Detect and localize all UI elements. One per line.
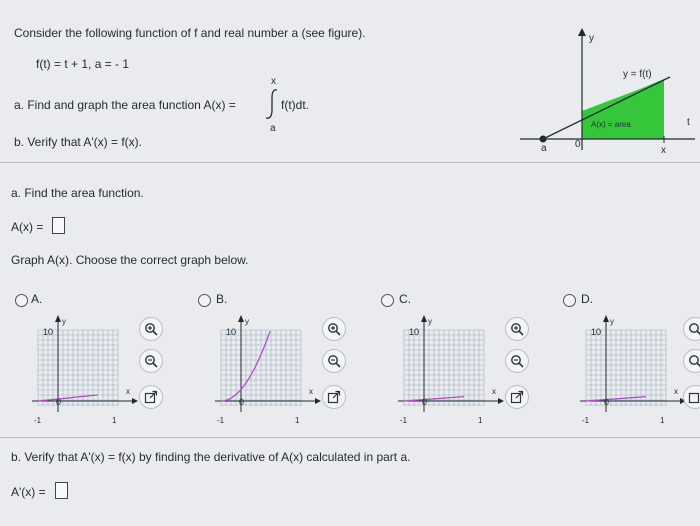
graph-prompt: Graph A(x). Choose the correct graph below. (11, 253, 249, 267)
divider-bottom (0, 437, 700, 438)
origin-label: 0 (239, 397, 245, 407)
option-c-graph[interactable] (396, 314, 506, 426)
figure-area-label: A(x) = area (591, 120, 631, 129)
part-b-heading: b. Verify that A'(x) = f(x) by finding the derivative of A(x) calculated in part a. (11, 450, 411, 464)
y-axis-arrow (421, 315, 427, 322)
x-tick-one: 1 (295, 416, 300, 425)
y-tick-10: 10 (409, 327, 420, 337)
x-tick-one: 1 (112, 416, 117, 425)
option-d-label[interactable]: D. (581, 292, 593, 306)
expand-icon (327, 390, 341, 404)
area-answer-label: A(x) = (11, 220, 44, 234)
y-axis-label: y (610, 317, 614, 326)
x-tick-one: 1 (478, 416, 483, 425)
origin-label: 0 (422, 397, 428, 407)
option-c-radio[interactable] (381, 294, 394, 307)
option-b-zoom-out-button[interactable] (322, 349, 346, 373)
figure-x-tick: x (661, 145, 666, 156)
x-axis-label: x (674, 387, 678, 396)
option-b-graph[interactable] (213, 314, 323, 426)
option-b-zoom-in-button[interactable] (322, 317, 346, 341)
option-d-graph[interactable] (578, 314, 688, 426)
origin-label: 0 (56, 397, 62, 407)
option-c-zoom-out-button[interactable] (505, 349, 529, 373)
y-tick-10: 10 (226, 327, 237, 337)
zoom-in-icon (327, 322, 341, 336)
integral-sign (264, 88, 280, 120)
divider-top (0, 162, 700, 163)
integral-lower-limit: a (270, 123, 276, 134)
option-a-radio[interactable] (15, 294, 28, 307)
option-c-zoom-in-button[interactable] (505, 317, 529, 341)
x-tick-one: 1 (660, 416, 665, 425)
option-a-zoom-in-button[interactable] (139, 317, 163, 341)
x-axis-arrow (498, 398, 504, 404)
option-d-radio[interactable] (563, 294, 576, 307)
figure-y-label: y (589, 33, 594, 44)
x-tick-neg-one: -1 (400, 416, 408, 425)
figure-a-tick: a (541, 143, 547, 154)
x-axis-arrow (315, 398, 321, 404)
zoom-out-icon (327, 354, 341, 368)
y-axis-arrow (55, 315, 61, 322)
option-b-expand-button[interactable] (322, 385, 346, 409)
figure-t-label: t (687, 117, 690, 128)
x-axis-label: x (126, 387, 130, 396)
option-a-graph[interactable] (30, 314, 140, 426)
y-axis-label: y (428, 317, 432, 326)
figure-zero-tick: 0 (575, 139, 581, 150)
origin-label: 0 (604, 397, 610, 407)
option-c-expand-button[interactable] (505, 385, 529, 409)
option-b-radio[interactable] (198, 294, 211, 307)
zoom-out-icon (144, 354, 158, 368)
option-d-zoom-in-button[interactable] (683, 317, 700, 341)
zoom-in-icon (510, 322, 524, 336)
x-axis-label: x (309, 387, 313, 396)
given-function: f(t) = t + 1, a = - 1 (36, 57, 130, 71)
zoom-in-icon (144, 322, 158, 336)
x-axis-label: x (492, 387, 496, 396)
part-a-prefix: a. Find and graph the area function A(x) = (14, 98, 236, 112)
expand-icon (510, 390, 524, 404)
y-tick-10: 10 (43, 327, 54, 337)
expand-icon (144, 390, 158, 404)
option-a-expand-button[interactable] (139, 385, 163, 409)
y-axis-arrow (238, 315, 244, 322)
option-a-label[interactable]: A. (31, 292, 43, 306)
reference-figure (510, 28, 700, 158)
y-axis-label: y (62, 317, 66, 326)
integrand: f(t)dt. (281, 98, 310, 112)
x-tick-neg-one: -1 (217, 416, 225, 425)
derivative-answer-label: A'(x) = (11, 485, 46, 499)
integral-upper-limit: x (271, 76, 276, 87)
zoom-out-icon (688, 354, 700, 368)
zoom-out-icon (510, 354, 524, 368)
problem-intro: Consider the following function of f and real number a (see figure). (14, 26, 366, 40)
derivative-answer-input[interactable] (55, 482, 68, 499)
area-region (582, 79, 664, 139)
area-answer-input[interactable] (52, 217, 65, 234)
option-d-zoom-out-button[interactable] (683, 349, 700, 373)
figure-curve-label: y = f(t) (623, 69, 652, 80)
option-b-label[interactable]: B. (216, 292, 228, 306)
y-axis-label: y (245, 317, 249, 326)
option-c-label[interactable]: C. (399, 292, 411, 306)
x-tick-neg-one: -1 (582, 416, 590, 425)
zoom-in-icon (688, 322, 700, 336)
x-axis-arrow (132, 398, 138, 404)
x-tick-neg-one: -1 (34, 416, 42, 425)
expand-icon (688, 390, 700, 404)
y-tick-10: 10 (591, 327, 602, 337)
y-axis-arrow (603, 315, 609, 322)
option-a-zoom-out-button[interactable] (139, 349, 163, 373)
answer-curve (221, 331, 270, 401)
part-b-prompt: b. Verify that A'(x) = f(x). (14, 135, 142, 149)
part-a-heading: a. Find the area function. (11, 186, 144, 200)
option-d-expand-button[interactable] (683, 385, 700, 409)
